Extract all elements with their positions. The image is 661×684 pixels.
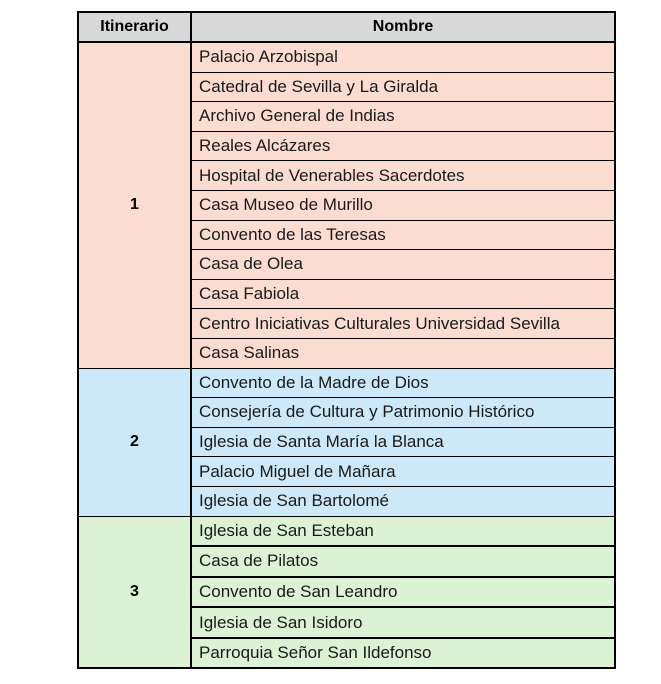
place-name-cell: Iglesia de San Isidoro — [191, 607, 615, 638]
place-name-cell: Centro Iniciativas Culturales Universidad Sevilla — [191, 309, 615, 339]
table-row — [78, 42, 615, 72]
place-name-cell: Iglesia de San Bartolomé — [191, 486, 615, 516]
place-name-cell: Reales Alcázares — [191, 131, 615, 161]
place-name-cell: Iglesia de San Esteban — [191, 516, 615, 546]
place-name-cell: Palacio Arzobispal — [191, 42, 615, 72]
place-name-cell: Hospital de Venerables Sacerdotes — [191, 161, 615, 191]
place-name-cell: Archivo General de Indias — [191, 102, 615, 132]
place-name-cell: Iglesia de Santa María la Blanca — [191, 427, 615, 457]
place-name-cell: Casa Fabiola — [191, 279, 615, 309]
itinerary-table — [77, 11, 616, 669]
place-name-cell: Consejería de Cultura y Patrimonio Histórico — [191, 398, 615, 428]
itinerary-cell: 1 — [78, 42, 191, 368]
place-name-cell: Convento de las Teresas — [191, 220, 615, 250]
itinerary-cell: 3 — [78, 516, 191, 668]
place-name-cell: Casa de Olea — [191, 250, 615, 280]
place-name-cell: Casa Museo de Murillo — [191, 190, 615, 220]
table-row — [78, 516, 615, 546]
header-itinerary: Itinerario — [78, 12, 191, 42]
place-name-cell: Catedral de Sevilla y La Giralda — [191, 72, 615, 102]
header-name: Nombre — [191, 12, 615, 42]
place-name-cell: Parroquia Señor San Ildefonso — [191, 638, 615, 669]
place-name-cell: Palacio Miguel de Mañara — [191, 457, 615, 487]
itinerary-cell: 2 — [78, 368, 191, 516]
header-row — [78, 12, 615, 42]
table-row — [78, 368, 615, 398]
place-name-cell: Casa de Pilatos — [191, 546, 615, 577]
place-name-cell: Convento de San Leandro — [191, 577, 615, 608]
place-name-cell: Convento de la Madre de Dios — [191, 368, 615, 398]
place-name-cell: Casa Salinas — [191, 338, 615, 368]
table-body — [78, 42, 615, 668]
